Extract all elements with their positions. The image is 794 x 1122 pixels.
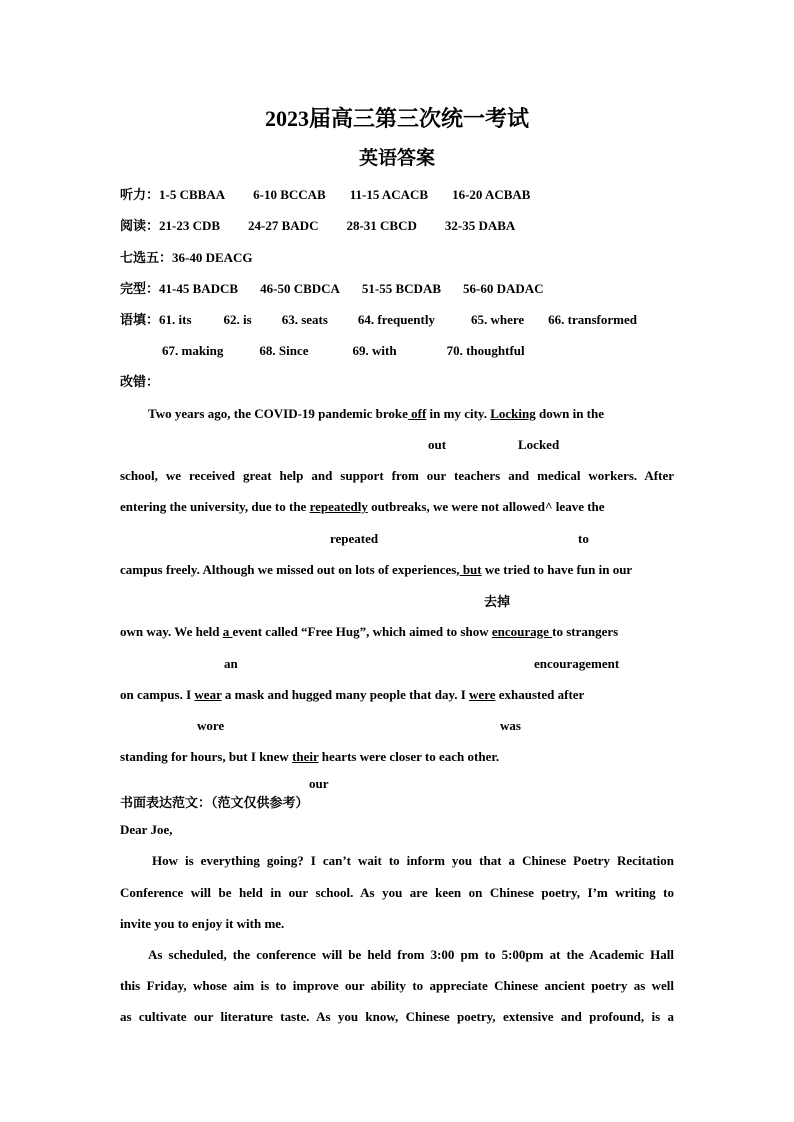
correction-fix: encouragement xyxy=(534,656,620,671)
answers-reading xyxy=(120,218,515,234)
answer-group: 24-27 BADC xyxy=(248,218,319,233)
correction-line xyxy=(120,687,584,703)
essay-line: Conference will be held in our school. As you are keen on Chinese poetry, I’m writing to xyxy=(120,885,674,900)
answer-group: 66. transformed xyxy=(548,312,637,327)
answers-grammar-2 xyxy=(162,343,525,359)
correction-line xyxy=(148,406,604,422)
text-span: outbreaks, we were not allowed^ leave the xyxy=(367,499,605,514)
answer-group: 63. seats xyxy=(281,312,328,327)
answer-group: 51-55 BCDAB xyxy=(361,281,442,296)
answers-seven xyxy=(120,250,253,266)
correction-fix: our xyxy=(309,776,329,791)
answer-group: 6-10 BCCAB xyxy=(253,187,326,202)
correction-fix: wore xyxy=(197,718,225,733)
answers-grammar xyxy=(120,312,637,328)
essay-line: How is everything going? I can’t wait to inform you that a Chinese Poetry Recitation xyxy=(152,853,674,868)
text-span: hearts were closer to each other. xyxy=(318,749,500,764)
answer-group: 32-35 DABA xyxy=(444,218,516,233)
text-span: event called “Free Hug”, which aimed to show xyxy=(232,624,492,639)
text-span: standing for hours, but I knew xyxy=(120,749,293,764)
text-span: exhausted after xyxy=(495,687,585,702)
answer-group: 67. making xyxy=(162,343,224,358)
correction-fix: was xyxy=(500,718,521,733)
answer-group: 69. with xyxy=(352,343,397,358)
text-span: own way. We held xyxy=(120,624,223,639)
answer-group: 1-5 CBBAA xyxy=(159,187,226,202)
listening-label: 听力： xyxy=(120,187,160,202)
page-title: 2023届高三第三次统一考试 xyxy=(264,106,529,131)
grammar-label: 语填： xyxy=(120,312,160,327)
answers-cloze xyxy=(120,281,544,297)
correction-label: 改错： xyxy=(120,374,160,389)
error-word: repeatedly xyxy=(309,499,368,514)
essay-line: As scheduled, the conference will be held from 3:00 pm to 5:00pm at the Academic Hall xyxy=(148,947,674,962)
text-span: a mask and hugged many people that day. I xyxy=(221,687,470,702)
text-span: we tried to have fun in our xyxy=(481,562,633,577)
essay-line: invite you to enjoy it with me. xyxy=(120,916,285,931)
text-span: Two years ago, the COVID-19 pandemic broke xyxy=(148,406,408,421)
text-span: to strangers xyxy=(552,624,619,639)
answer-group: 61. its xyxy=(159,312,192,327)
text-span: down in the xyxy=(535,406,605,421)
essay-line: this Friday, whose aim is to improve our ability to appreciate Chinese ancient poetry as well xyxy=(120,978,674,993)
error-word: encourage xyxy=(491,624,553,639)
error-word: wear xyxy=(194,687,222,702)
answer-group: 64. frequently xyxy=(357,312,435,327)
seven-label: 七选五： xyxy=(120,250,173,265)
correction-line: school, we received great help and support from our teachers and medical workers. After xyxy=(120,468,674,483)
correction-fix: to xyxy=(578,531,589,546)
reading-label: 阅读： xyxy=(120,218,160,233)
text-span: entering the university, due to the xyxy=(120,499,310,514)
correction-line xyxy=(120,562,632,578)
answer-group: 16-20 ACBAB xyxy=(452,187,531,202)
page-subtitle: 英语答案 xyxy=(358,148,435,169)
text-span: on campus. I xyxy=(120,687,195,702)
essay-label: 书面表达范文：（范文仅供参考） xyxy=(120,795,309,810)
answer-group: 46-50 CBDCA xyxy=(260,281,340,296)
answer-group: 28-31 CBCD xyxy=(346,218,417,233)
answer-group: 41-45 BADCB xyxy=(159,281,239,296)
correction-fix: 去掉 xyxy=(484,594,511,609)
answer-group: 36-40 DEACG xyxy=(172,250,253,265)
answer-group: 21-23 CDB xyxy=(159,218,221,233)
correction-line xyxy=(120,749,499,765)
correction-line xyxy=(120,624,618,640)
correction-fix: repeated xyxy=(330,531,379,546)
error-word: but xyxy=(459,562,482,577)
error-word: Locking xyxy=(490,406,536,421)
answer-group: 11-15 ACACB xyxy=(349,187,429,202)
cloze-label: 完型： xyxy=(120,281,160,296)
correction-fix: an xyxy=(224,656,238,671)
answer-group: 65. where xyxy=(470,312,525,327)
correction-fix: Locked xyxy=(518,437,560,452)
text-span: campus freely. Although we missed out on lots of experiences, xyxy=(120,562,460,577)
answer-group: 68. Since xyxy=(259,343,309,358)
essay-line: as cultivate our literature taste. As you know, Chinese poetry, extensive and profound, is a xyxy=(120,1009,674,1024)
answer-group: 62. is xyxy=(223,312,252,327)
correction-line xyxy=(120,499,605,515)
essay-greeting: Dear Joe, xyxy=(120,822,173,837)
error-word: off xyxy=(407,406,427,421)
correction-fix: out xyxy=(428,437,447,452)
error-word: their xyxy=(292,749,319,764)
error-word: were xyxy=(469,687,496,702)
error-word: a xyxy=(222,624,233,639)
text-span: in my city. xyxy=(426,406,491,421)
answers-listening xyxy=(120,187,530,203)
answer-group: 70. thoughtful xyxy=(446,343,525,358)
answer-group: 56-60 DADAC xyxy=(463,281,544,296)
